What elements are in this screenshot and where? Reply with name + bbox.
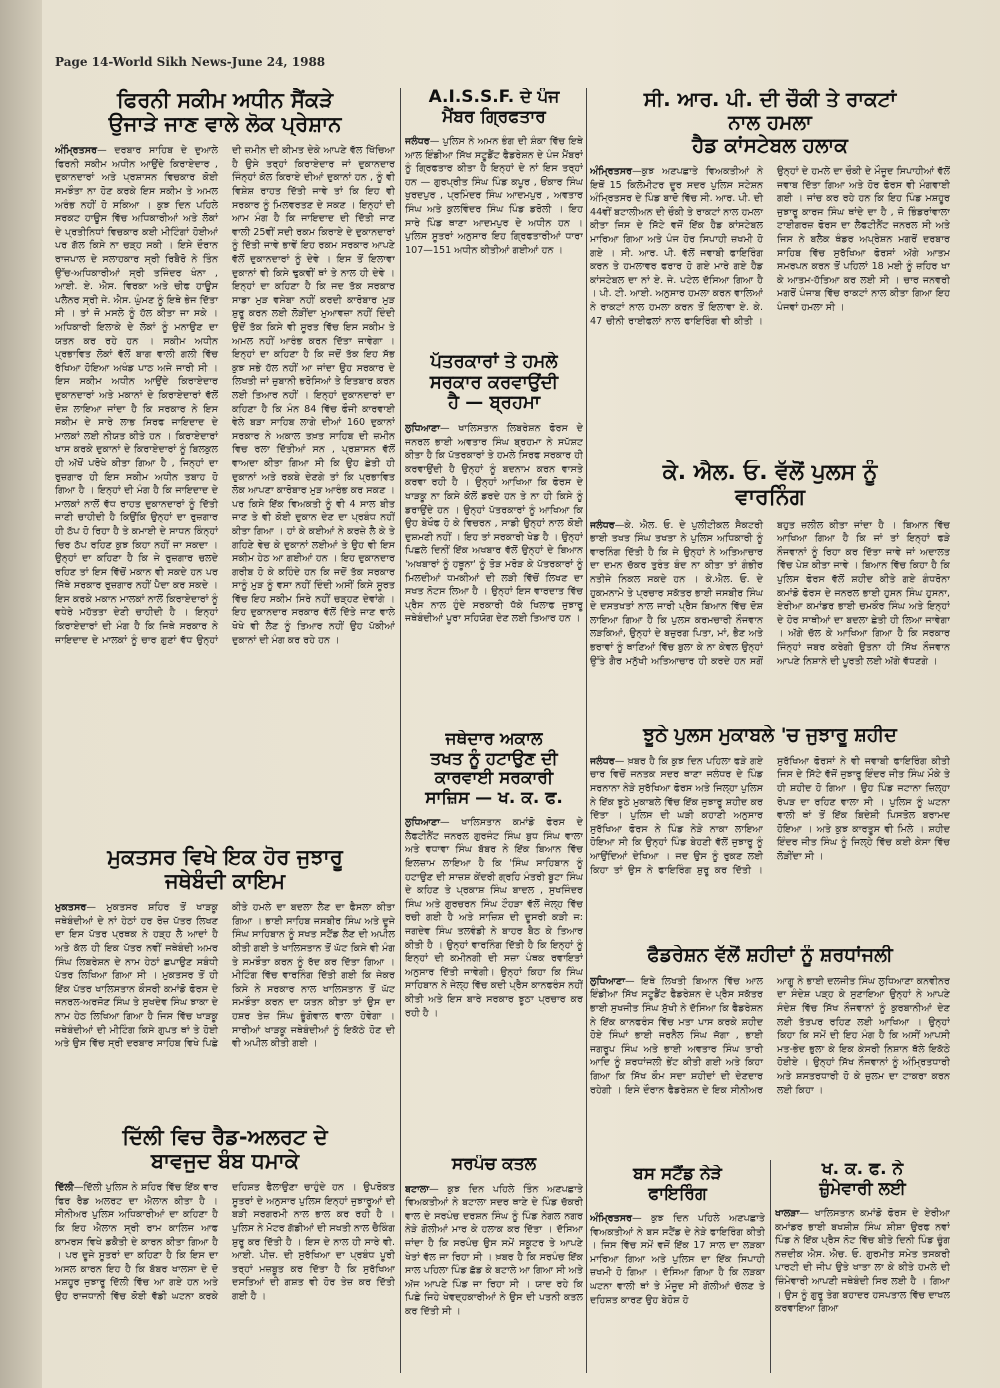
article-shaheed: [590, 725, 950, 935]
article-headline: [590, 1165, 765, 1204]
dateline: ਲੁਧਿਆਣਾ: [405, 423, 441, 435]
article-text: — ਦਰਬਾਰ ਸਾਹਿਬ ਦੇ ਦੁਆਲੇ ਫਿਰਨੀ ਸਕੀਮ ਅਧੀਨ ਆਉਂਦੇ ਕਿਰਾਏਦਾਰ , ਦੁਕਾਨਦਾਰਾਂ ਅਤੇ ਪ੍ਰਸ਼ਾਸਨ ਵਿਚਕਾਰ ਕੋਈ ਸਮਝੌਤਾ ਨਾ ਹੋਣ ਕਰਕੇ ਇਸ ਸਕੀਮ ਤੇ ਅਮਲ ਅਰੰਭ ਨਹੀਂ ਹੋ ਸਕਿਆ । ਕੁਝ ਦਿਨ ਪਹਿਲੇ ਸਰਕਟ ਹਾਊਸ ਵਿੱਚ ਅਧਿਕਾਰੀਆਂ ਅਤੇ ਲੋਕਾਂ ਦੇ ਪ੍ਰਤੀਨਿਧਾਂ ਵਿਚਕਾਰ ਕਈ ਮੀਟਿੰਗਾਂ ਹੋਈਆਂ ਪਰ ਗੱਲ ਕਿਸੇ ਨਾ ਚੜ੍ਹ ਸਕੀ । ਇਸੇ ਦੌਰਾਨ ਰਾਜਪਾਲ ਦੇ ਸਲਾਹਕਾਰ ਸ੍ਰੀ ਰਿਬੈਰੋ ਨੇ ਤਿੰਨ ਉੱਚ-ਅਧਿਕਾਰੀਆਂ ਸ੍ਰੀ ਤਜਿੰਦਰ ਖੰਨਾ , ਆਈ. ਏ. ਐਸ. ਵਿਰਕਾ ਅਤੇ ਚੀਫ ਹਾਊਸ ਪਲੈਨਰ ਸ੍ਰੀ ਜੇ. ਐਸ. ਘੁੰਮਣ ਨੂੰ ਇਥੇ ਭੇਜ ਦਿੱਤਾ ਸੀ । ਤਾਂ ਜੋ ਮਸਲੇ ਨੂੰ ਹੱਲ ਕੀਤਾ ਜਾ ਸਕੇ । ਅਧਿਕਾਰੀ ਇਲਾਕੇ ਦੇ ਲੋਕਾਂ ਨੂੰ ਮਨਾਉਣ ਦਾ ਯਤਨ ਕਰ ਰਹੇ ਹਨ । ਸਕੀਮ ਅਧੀਨ ਪ੍ਰਭਾਵਿਤ ਲੋਕਾਂ ਵੱਲੋਂ ਬਾਗ ਵਾਲੀ ਗਲੀ ਵਿੱਚ ਰੱਖਿਆ ਹੋਇਆ ਅਖੰਡ ਪਾਠ ਅਜੇ ਜਾਰੀ ਸੀ । ਇਸ ਸਕੀਮ ਅਧੀਨ ਆਉਂਦੇ ਕਿਰਾਏਦਾਰ ਦੁਕਾਨਦਾਰਾਂ ਅਤੇ ਮਕਾਨਾਂ ਦੇ ਕਿਰਾਏਦਾਰਾਂ ਵੱਲੋਂ ਦੋਸ਼ ਲਾਇਆ ਜਾਂਦਾ ਹੈ ਕਿ ਸਰਕਾਰ ਨੇ ਇਸ ਸਕੀਮ ਦੇ ਸਾਰੇ ਲਾਭ ਸਿਰਫ ਜਾਇਦਾਦ ਦੇ ਮਾਲਕਾਂ ਲਈ ਨੀਯਤ ਕੀਤੇ ਹਨ । ਕਿਰਾਏਦਾਰਾਂ ਖਾਸ ਕਰਕੇ ਦੁਕਾਨਾਂ ਦੇ ਕਿਰਾਏਦਾਰਾਂ ਨੂੰ ਬਿਲਕੁਲ ਹੀ ਅੱਖੋਂ ਪਰੋਖੇ ਕੀਤਾ ਗਿਆ ਹੈ , ਜਿਨ੍ਹਾਂ ਦਾ ਰੁਜ਼ਗਾਰ ਹੀ ਇਸ ਸਕੀਮ ਅਧੀਨ ਤਬਾਹ ਹੋ ਗਿਆ ਹੈ । ਇਨ੍ਹਾਂ ਦੀ ਮੰਗ ਹੈ ਕਿ ਜਾਇਦਾਦ ਦੇ ਮਾਲਕਾਂ ਨਾਲੋਂ ਵੱਧ ਰਾਹਤ ਦੁਕਾਨਦਾਰਾਂ ਨੂੰ ਦਿੱਤੀ ਜਾਣੀ ਚਾਹੀਦੀ ਹੈ ਕਿਉਂਕਿ ਉਨ੍ਹਾਂ ਦਾ ਰੁਜ਼ਗਾਰ ਹੀ ਠੱਪ ਹੋ ਰਿਹਾ ਹੈ ਤੇ ਕਮਾਈ ਦੇ ਸਾਧਨ ਕਿੰਨ੍ਹਾਂ ਚਿਰ ਠੱਪ ਰਹਿਣ ਕੁਝ ਕਿਹਾ ਨਹੀਂ ਜਾ ਸਕਦਾ । ਉਨ੍ਹਾਂ ਦਾ ਕਹਿਣਾ ਹੈ ਕਿ ਜੇ ਰੁਜ਼ਗਾਰ ਚਲਦੇ ਰਹਿਣ ਤਾਂ ਇਸ ਵਿੱਚੋਂ ਮਕਾਨ ਵੀ ਸਕਦੇ ਹਨ ਪਰ ਜਿੱਥੇ ਸਰਕਾਰ ਰੁਜ਼ਗਾਰ ਨਹੀਂ ਪੈਦਾ ਕਰ ਸਕਦੇ । ਇਸ ਕਰਕੇ ਮਕਾਨ ਮਾਲਕਾਂ ਨਾਲੋਂ ਕਿਰਾਏਦਾਰਾਂ ਨੂੰ ਵਧੇਰੇ ਮਹੱਤਤਾ ਦੇਣੀ ਚਾਹੀਦੀ ਹੈ । ਇਨ੍ਹਾਂ ਕਿਰਾਏਦਾਰਾਂ ਦੀ ਮੰਗ ਹੈ ਕਿ ਜਿਥੇ ਸਰਕਾਰ ਨੇ ਜਾਇਦਾਦ ਦੇ ਮਾਲਕਾਂ ਨੂੰ ਚਾਰ ਗੁਣਾਂ ਵੱਧ ਉਨ੍ਹਾਂ ਦੀ ਜ਼ਮੀਨ ਦੀ ਕੀਮਤ ਦੇਕੇ ਆਪਣੇ ਵੱਲ ਖਿੱਚਿਆ ਹੈ ਉਸੇ ਤਰ੍ਹਾਂ ਕਿਰਾਏਦਾਰ ਜਾਂ ਦੁਕਾਨਦਾਰ ਜਿੰਨ੍ਹਾਂ ਕੋਲ ਕਿਰਾਏ ਦੀਆਂ ਦੁਕਾਨਾਂ ਹਨ , ਨੂੰ ਵੀ ਵਿਸ਼ੇਸ਼ ਰਾਹਤ ਦਿੱਤੀ ਜਾਵੇ ਤਾਂ ਕਿ ਇਹ ਵੀ ਸਰਕਾਰ ਨੂੰ ਮਿਲਵਰਤਣ ਦੇ ਸਕਣ । ਇਨ੍ਹਾਂ ਦੀ ਆਮ ਮੰਗ ਹੈ ਕਿ ਜਾਇਦਾਦ ਦੀ ਦਿੱਤੀ ਜਾਣ ਵਾਲੀ 25ਵੀਂ ਸਦੀ ਰਕਮ ਕਿਰਾਏ ਦੇ ਦੁਕਾਨਦਾਰਾਂ ਨੂੰ ਦਿੱਤੀ ਜਾਵੇ ਭਾਵੇਂ ਇਹ ਰਕਮ ਸਰਕਾਰ ਆਪਣੇ ਵੱਲੋਂ ਦੁਕਾਨਦਾਰਾਂ ਨੂੰ ਦੇਵੇ । ਇਸ ਤੋਂ ਇਲਾਵਾ ਦੁਕਾਨਾਂ ਵੀ ਕਿਸੇ ਢੁਕਵੀਂ ਥਾਂ ਤੇ ਨਾਲ ਹੀ ਦੇਵੇ । ਇਨ੍ਹਾਂ ਦਾ ਕਹਿਣਾ ਹੈ ਕਿ ਜਦ ਤੱਕ ਸਰਕਾਰ ਸਾਡਾ ਮੁੜ ਵਸੇਬਾ ਨਹੀਂ ਕਰਦੀ ਕਾਰੋਬਾਰ ਮੁੜ ਸ਼ੁਰੂ ਕਰਨ ਲਈ ਲੋੜੀਂਦਾ ਮੁਆਵਜ਼ਾ ਨਹੀਂ ਦਿੰਦੀ ਉਦੋਂ ਤੱਕ ਕਿਸੇ ਵੀ ਸੂਰਤ ਵਿੱਚ ਇਸ ਸਕੀਮ ਤੇ ਅਮਲ ਨਹੀਂ ਆਰੰਭ ਕਰਨ ਦਿੱਤਾ ਜਾਵੇਗਾ । ਇਨ੍ਹਾਂ ਦਾ ਕਹਿਣਾ ਹੈ ਕਿ ਜਦੋਂ ਤੱਕ ਇਹ ਸੱਭ ਕੁਝ ਸਭੇ ਹੱਲ ਨਹੀਂ ਆ ਜਾਂਦਾ ਉਹ ਸਰਕਾਰ ਦੇ ਲਿਖਤੀ ਜਾਂ ਜ਼ੁਬਾਨੀ ਭਰੋਸਿਆਂ ਤੇ ਇਤਬਾਰ ਕਰਨ ਲਈ ਤਿਆਰ ਨਹੀਂ । ਇਨ੍ਹਾਂ ਦੁਕਾਨਦਾਰਾਂ ਦਾ ਕਹਿਣਾ ਹੈ ਕਿ ਮੰਨ 84 ਵਿੱਚ ਫੌਜੀ ਕਾਰਵਾਈ ਵੇਲੇ ਬੜਾ ਸਾਹਿਬ ਲਾਗੇ ਦੀਆਂ 160 ਦੁਕਾਨਾਂ ਸਰਕਾਰ ਨੇ ਅਕਾਲ ਤਖ਼ਤ ਸਾਹਿਬ ਦੀ ਜ਼ਮੀਨ ਵਿਚ ਰਲਾ ਦਿੱਤੀਆਂ ਸਨ , ਪ੍ਰਸ਼ਾਸਨ ਵੱਲੋਂ ਵਾਅਦਾ ਕੀਤਾ ਗਿਆ ਸੀ ਕਿ ਉਹ ਛੇਤੀ ਹੀ ਦੁਕਾਨਾਂ ਅਤੇ ਰਕਬੇ ਦੇਣਗੇ ਤਾਂ ਕਿ ਪ੍ਰਭਾਵਿਤ ਲੋਕ ਆਪਣਾ ਕਾਰੋਬਾਰ ਮੁੜ ਆਰੰਭ ਕਰ ਸਕਣ । ਪਰ ਕਿਸੇ ਇੱਕ ਵਿਅਕਤੀ ਨੂੰ ਵੀ 4 ਸਾਲ ਬੀਤ ਜਾਣ ਤੇ ਵੀ ਕੋਈ ਦੁਕਾਨ ਦੇਣ ਦਾ ਪ੍ਰਬੰਧ ਨਹੀਂ ਕੀਤਾ ਗਿਆ । ਹਾਂ ਕੇ ਕਈਆਂ ਨੇ ਕਰਜ਼ੇ ਲੈ ਕੇ ਤੇ ਗਹਿਣੇ ਵੇਚ ਕੇ ਦੁਕਾਨਾਂ ਲਈਆਂ ਤੇ ਉਹ ਵੀ ਇਸ ਸਕੀਮ ਹੇਠ ਆ ਗਈਆਂ ਹਨ । ਇਹ ਦੁਕਾਨਦਾਰ ਗਰੀਬ ਹੋ ਕੇ ਕਹਿੰਦੇ ਹਨ ਕਿ ਜਦੋਂ ਤੱਕ ਸਰਕਾਰ ਸਾਨੂੰ ਮੁੜ ਨੂੰ ਵਸਾ ਨਹੀਂ ਦਿੰਦੀ ਅਸੀਂ ਕਿਸੇ ਸੂਰਤ ਵਿੱਚ ਇਹ ਸਕੀਮ ਸਿਰੇ ਨਹੀਂ ਚੜ੍ਹਣ ਦੇਵਾਂਗੇ । ਇਹ ਦੁਕਾਨਦਾਰ ਸਰਕਾਰ ਵੱਲੋਂ ਦਿੱਤੇ ਜਾਣ ਵਾਲੇ ਖੋਖੇ ਵੀ ਲੈਣ ਨੂੰ ਤਿਆਰ ਨਹੀਂ ਉਹ ਪੱਕੀਆਂ ਦੁਕਾਨਾਂ ਦੀ ਮੰਗ ਕਰ ਰਹੇ ਹਨ ।: [55, 145, 395, 646]
dateline: ਜਲੰਧਰ: [590, 755, 615, 767]
article-body: [590, 975, 950, 1145]
headline-line: ਬਸ ਸਟੈਂਡ ਨੇੜੇ: [633, 1165, 722, 1184]
article-federation: [590, 945, 950, 1155]
article-body: [590, 755, 950, 925]
headline-line: ਹੈਡ ਕਾਂਸਟੇਬਲ ਹਲਾਕ: [692, 133, 848, 157]
article-headline: [55, 1125, 395, 1173]
column-rule: [586, 88, 587, 1373]
dateline: ਜਲੰਧਰ: [405, 136, 430, 148]
dateline: ਅੰਮ੍ਰਿਤਸਰ: [590, 1213, 633, 1225]
headline-line: ਮੈਂਬਰ ਗ੍ਰਿਫਤਾਰ: [442, 106, 546, 127]
article-aissf: [405, 88, 583, 343]
article-bus-stand: [590, 1165, 765, 1375]
dateline: ਜਲੰਧਰ: [590, 519, 615, 531]
headline-line: ਸਾਜ਼ਿਸ — ਖ. ਕ. ਫ.: [425, 787, 563, 808]
dateline: ਬਟਾਲਾ: [405, 1183, 430, 1195]
dateline: ਮੁਕਤਸਰ: [55, 902, 87, 914]
article-body: [55, 901, 395, 1101]
article-body: [405, 135, 583, 325]
column-rule: [400, 88, 401, 1373]
headline-line: ਹੈ — ਬ੍ਰਹਮਾ: [447, 392, 541, 414]
article-text: — ਕੁਝ ਦਿਨ ਪਹਿਲੇ ਤਿੰਨ ਅਣਪਛਾਤੇ ਵਿਅਕਤੀਆਂ ਨੇ ਬਟਾਲਾ ਸਦਰ ਥਾਣੇ ਦੇ ਪਿੰਡ ਚੱਕਰੀ ਵਾਲ ਦੇ ਸਰਪੰਚ ਦਰਸ਼ਨ ਸਿੰਘ ਨੂੰ ਪਿੰਡ ਨੇਗਲ ਨਗਰ ਨੇੜੇ ਗੋਲੀਆਂ ਮਾਰ ਕੇ ਹਲਾਕ ਕਰ ਦਿੱਤਾ । ਦੱਸਿਆ ਜਾਂਦਾ ਹੈ ਕਿ ਸਰਪੰਚ ਉਸ ਸਮੇਂ ਸਕੂਟਰ ਤੇ ਆਪਣੇ ਖੇਤਾਂ ਵੱਲ ਜਾ ਰਿਹਾ ਸੀ । ਖ਼ਬਰ ਹੈ ਕਿ ਸਰਪੰਚ ਇੱਕ ਸਾਲ ਪਹਿਲਾ ਪਿੰਡ ਛੱਡ ਕੇ ਬਟਾਲੇ ਆ ਗਿਆ ਸੀ ਅਤੇ ਅੱਜ ਆਪਣੇ ਪਿੰਡ ਜਾ ਰਿਹਾ ਸੀ । ਯਾਦ ਰਹੇ ਕਿ ਪਿਛੇ ਜਿਹੇ ਖੇਵਦ੍ਹਕਾਰੀਆਂ ਨੇ ਉਸ ਦੀ ਪਤਨੀ ਕਤਲ ਕਰ ਦਿੱਤੀ ਸੀ ।: [405, 1183, 583, 1317]
article-headline: [590, 725, 950, 747]
article-text: — ਖਾਲਿਸਤਾਨ ਕਮਾਂਡੋ ਫੋਰਸ ਦੇ ਏਰੀਆ ਕਮਾਂਡਰ ਭਾਈ ਬਖਸ਼ੀਸ਼ ਸਿੰਘ ਸ਼ੀਸ਼ਾ ਉਰਫ ਨਵਾਂ ਪਿੰਡ ਨੇ ਇੱਕ ਪ੍ਰੈਸ ਨੋਟ ਵਿੱਚ ਬੀਤੇ ਦਿਨੀ ਪਿੰਡ ਚੂੰਗ ਨਜ਼ਦੀਕ ਐਸ. ਐਚ. ਓ. ਗੁਰਮੀਤ ਸਮੇਤ ਤਸਕਰੀ ਪਾਰਟੀ ਦੀ ਜੀਪ ਉਤੇ ਖਾਤਾ ਲਾ ਕੇ ਕੀਤੇ ਹਮਲੇ ਦੀ ਜ਼ਿੰਮੇਵਾਰੀ ਆਪਣੀ ਜਥੇਬੰਦੀ ਸਿਰ ਲਈ ਹੈ । ਗਿਆ । ਉਸ ਨੂੰ ਗੁਰੂ ਤੇਗ ਬਹਾਦਰ ਹਸਪਤਾਲ ਵਿੱਚ ਦਾਖਲ ਕਰਵਾਇਆ ਗਿਆ: [775, 1208, 950, 1315]
headline-line: ਫਾਇਰਿੰਗ: [648, 1183, 707, 1204]
article-crpf: [590, 88, 950, 453]
article-body: [55, 1181, 395, 1361]
article-body: [405, 422, 583, 697]
article-headline: [590, 945, 950, 967]
headline-line: ਕਾਰਵਾਈ ਸਰਕਾਰੀ: [434, 768, 554, 789]
headline-line: ਬਾਵਜੂਦ ਬੰਬ ਧਮਾਕੇ: [150, 1149, 300, 1174]
article-dilli: [55, 1125, 395, 1375]
headline-line: ਝੂਠੇ ਪੁਲਸ ਮੁਕਾਬਲੇ 'ਚ ਜੁਝਾਰੂ ਸ਼ਹੀਦ: [643, 725, 897, 746]
dateline: ਲੁਧਿਆਣਾ: [590, 975, 626, 987]
article-klo: [590, 460, 950, 715]
headline-line: A.I.S.S.F. ਦੇ ਪੰਜ: [428, 88, 560, 107]
headline-line: ਜ਼ੁੰਮੇਵਾਰੀ ਲਈ: [819, 1178, 906, 1199]
headline-line: ਪੱਤਰਕਾਰਾਂ ਤੇ ਹਮਲੇ: [430, 352, 558, 372]
article-body: [55, 144, 395, 824]
article-kcf: [775, 1160, 950, 1375]
article-body: [590, 1212, 765, 1362]
headline-line: ਨਾਲ ਹਮਲਾ: [728, 110, 812, 134]
headline-line: ਜਥੇਦਾਰ ਅਕਾਲ: [445, 730, 543, 749]
article-text: —ਦਿੱਲੀ ਪੁਲਿਸ ਨੇ ਸ਼ਹਿਰ ਵਿੱਚ ਇੱਕ ਵਾਰ ਫਿਰ ਰੈਡ ਅਲਰਟ ਦਾ ਐਲਾਨ ਕੀਤਾ ਹੈ । ਸੀਨੀਅਰ ਪੁਲਿਸ ਅਧਿਕਾਰੀਆਂ ਦਾ ਕਹਿਣਾ ਹੈ ਕਿ ਇਹ ਐਲਾਨ ਸ੍ਰੀ ਰਾਮ ਕਾਲਿਜ ਆਫ ਕਾਮਰਸ ਵਿਖੇ ਡਕੈਤੀ ਦੇ ਕਾਰਨ ਕੀਤਾ ਗਿਆ ਹੈ । ਪਰ ਦੂਜੇ ਸੂਤਰਾਂ ਦਾ ਕਹਿਣਾ ਹੈ ਕਿ ਇਸ ਦਾ ਅਸਲ ਕਾਰਨ ਇਹ ਹੈ ਕਿ ਬੱਬਰ ਖਾਲਸਾ ਦੇ ਦੋ ਮਸ਼ਹੂਰ ਜੁਝਾਰੂ ਦਿੱਲੀ ਵਿੱਚ ਆ ਗਏ ਹਨ ਅਤੇ ਉਹ ਰਾਜਧਾਨੀ ਵਿੱਚ ਕੋਈ ਵੱਡੀ ਘਟਨਾ ਕਰਕੇ ਦਹਿਸ਼ਤ ਫੈਲਾਉਣਾ ਚਾਹੁੰਦੇ ਹਨ । ਉਪਰੋਕਤ ਸੂਤਰਾਂ ਦੇ ਅਨੁਸਾਰ ਪੁਲਿਸ ਇਨ੍ਹਾਂ ਜੁਝਾਰੂਆਂ ਦੀ ਬੜੀ ਸਰਗਰਮੀ ਨਾਲ ਭਾਲ ਕਰ ਰਹੀ ਹੈ । ਪੁਲਿਸ ਨੇ ਮੋਟਰ ਗੱਡੀਆਂ ਦੀ ਸਖਤੀ ਨਾਲ ਚੈਕਿੰਗ ਸ਼ੁਰੂ ਕਰ ਦਿੱਤੀ ਹੈ । ਇਸ ਦੇ ਨਾਲ ਹੀ ਸਾਰੇ ਵੀ. ਆਈ. ਪੀਜ਼. ਦੀ ਸੁਰੱਖਿਆ ਦਾ ਪ੍ਰਬੰਧ ਪੂਰੀ ਤਰ੍ਹਾਂ ਮਜ਼ਬੂਤ ਕਰ ਦਿੱਤਾ ਹੈ ਕਿ ਸੁਰੱਖਿਆ ਦਸਤਿਆਂ ਦੀ ਗਸ਼ਤ ਵੀ ਹੋਰ ਤੇਜ਼ ਕਰ ਦਿੱਤੀ ਗਈ ਹੈ ।: [55, 1182, 395, 1303]
article-headline: [405, 88, 583, 127]
article-text: — ਖ਼ਬਰ ਹੈ ਕਿ ਕੁਝ ਦਿਨ ਪਹਿਲਾ ਫੜੇ ਗਏ ਚਾਰ ਵਿਚੋਂ ਜਨਤਕ ਸਦਰ ਥਾਣਾ ਜਲੰਧਰ ਦੇ ਪਿੰਡ ਸਰਨਾਨਾ ਨੇੜੇ ਸੁਰੱਖਿਆ ਫੋਰਸ ਅਤੇ ਜਿਲ੍ਹਾ ਪੁਲਿਸ ਨੇ ਇੱਕ ਝੂਠੇ ਮੁਕਾਬਲੇ ਵਿੱਚ ਇੱਕ ਜੁਝਾਰੂ ਸ਼ਹੀਦ ਕਰ ਦਿੱਤਾ । ਪੁਲਿਸ ਦੀ ਘੜੀ ਕਹਾਣੀ ਅਨੁਸਾਰ ਸੁਰੱਖਿਆ ਫੋਰਸ ਨੇ ਪਿੰਡ ਨੇੜੇ ਨਾਕਾ ਲਾਇਆ ਹੋਇਆ ਸੀ ਕਿ ਉਨ੍ਹਾਂ ਪਿੰਡ ਬੇਹਣੀ ਵੱਲੋਂ ਜੁਝਾਰੂ ਨੂੰ ਆਉਂਦਿਆਂ ਦੇਖਿਆ । ਜਦ ਉਸ ਨੂੰ ਰੁਕਣ ਲਈ ਕਿਹਾ ਤਾਂ ਉਸ ਨੇ ਫਾਇਰਿੰਗ ਸ਼ੁਰੂ ਕਰ ਦਿੱਤੀ । ਸੁਰੱਖਿਆ ਫੋਰਸਾਂ ਨੇ ਵੀ ਜਵਾਬੀ ਫਾਇਰਿੰਗ ਕੀਤੀ ਜਿਸ ਦੇ ਸਿੱਟੇ ਵੱਜੋਂ ਜੁਝਾਰੂ ਇੰਦਰ ਜੀਤ ਸਿੰਘ ਮੌਕੇ ਤੇ ਹੀ ਸ਼ਹੀਦ ਹੋ ਗਿਆ । ਉਹ ਪਿੰਡ ਜਟਾਨਾ ਜ਼ਿਲ੍ਹਾ ਰੋਪੜ ਦਾ ਰਹਿਣ ਵਾਲਾ ਸੀ । ਪੁਲਿਸ ਨੂੰ ਘਟਨਾ ਵਾਲੀ ਥਾਂ ਤੋਂ ਇੱਕ ਬਿਦੇਸ਼ੀ ਪਿਸਤੋਲ ਬਰਾਮਦ ਹੋਇਆ । ਅਤੇ ਕੁਝ ਕਾਰਤੂਸ ਵੀ ਮਿਲੇ । ਸ਼ਹੀਦ ਇੰਦਰ ਜੀਤ ਸਿੰਘ ਨੂੰ ਜਿਲ੍ਹੇ ਵਿੱਚ ਕਈ ਕੇਸਾ ਵਿੱਚ ਲੋੜੀਂਦਾ ਸੀ ।: [590, 755, 950, 876]
headline-line: ਵਾਰਨਿੰਗ: [735, 485, 805, 511]
headline-line: ਦਿੱਲੀ ਵਿਚ ਰੈਡ-ਅਲਰਟ ਦੇ: [122, 1125, 328, 1149]
article-headline: [55, 845, 395, 893]
article-muktsar: [55, 845, 395, 1115]
headline-line: ਉਜਾੜੇ ਜਾਣ ਵਾਲੇ ਲੋਕ ਪ੍ਰੇਸ਼ਾਨ: [108, 112, 342, 137]
article-text: —ਕੇ. ਐਲ. ਓ. ਦੇ ਪੁਲੀਟੀਕਲ ਸੈਕਟਰੀ ਭਾਈ ਤਖਤ ਸਿੰਘ ਤਖਤਾ ਨੇ ਪੁਲਿਸ ਅਧਿਕਾਰੀ ਨੂੰ ਵਾਰਨਿੰਗ ਦਿੱਤੀ ਹੈ ਕਿ ਜੇ ਉਨ੍ਹਾਂ ਨੇ ਅਤਿਆਚਾਰ ਦਾ ਦਮਨ ਚੱਕਰ ਤੁਰੰਤ ਬੰਦ ਨਾ ਕੀਤਾ ਤਾਂ ਗੰਭੀਰ ਨਤੀਜੇ ਨਿਕਲ ਸਕਦੇ ਹਨ । ਕੇ.ਐਲ. ਓ. ਦੇ ਹੁਕਮਨਾਮੇ ਤੇ ਪ੍ਰਚਾਰ ਸਕੱਤਰ ਭਾਈ ਜਸਬੀਰ ਸਿੰਘ ਦੇ ਦਸਤਖਤਾਂ ਨਾਲ ਜਾਰੀ ਪ੍ਰੈਸ ਬਿਆਨ ਵਿੱਚ ਦੋਸ਼ ਲਾਇਆ ਗਿਆ ਹੈ ਕਿ ਪੁਲਸ ਕਰਮਚਾਰੀ ਨੌਜਵਾਨ ਲੜਕਿਆਂ, ਉਨ੍ਹਾਂ ਦੇ ਬਜ਼ੁਰਗ ਪਿਤਾ, ਮਾਂ, ਭੈਣ ਅਤੇ ਭਰਾਵਾਂ ਨੂੰ ਥਾਣਿਆਂ ਵਿੱਚ ਬੁਲਾ ਕੇ ਨਾ ਕੇਵਲ ਉਨ੍ਹਾਂ ਉੱਤੇ ਗੈਰ ਮਨੁੱਖੀ ਅਤਿਆਚਾਰ ਹੀ ਕਰਦੇ ਹਨ ਸਗੋਂ ਬਹੁਤ ਜ਼ਲੀਲ ਕੀਤਾ ਜਾਂਦਾ ਹੈ । ਬਿਆਨ ਵਿੱਚ ਆਖਿਆ ਗਿਆ ਹੈ ਕਿ ਜਾਂ ਤਾਂ ਇਨ੍ਹਾਂ ਫੜੇ ਨੌਜਵਾਨਾਂ ਨੂੰ ਰਿਹਾ ਕਰ ਦਿੱਤਾ ਜਾਵੇ ਜਾਂ ਅਦਾਲਤ ਵਿੱਚ ਪੇਸ਼ ਕੀਤਾ ਜਾਵੇ । ਬਿਆਨ ਵਿੱਚ ਕਿਹਾ ਹੈ ਕਿ ਪੁਲਿਸ ਫੋਰਸ ਵੱਲੋਂ ਸ਼ਹੀਦ ਕੀਤੇ ਗਏ ਗੰਧਰੋਨਾ ਕਮਾਂਡੋ ਫੋਰਸ ਦੇ ਜਨਰਲ ਭਾਈ ਹੁਸਨ ਸਿੰਘ ਹੁਸਨਾ, ਏਰੀਆ ਕਮਾਂਡਰ ਭਾਈ ਚਮਕੌਰ ਸਿੰਘ ਅਤੇ ਇਨ੍ਹਾਂ ਦੇ ਹੋਰ ਸਾਥੀਆਂ ਦਾ ਬਦਲਾ ਛੇਤੀ ਹੀ ਲਿਆ ਜਾਵੇਗਾ । ਅੱਗੇ ਚੱਲ ਕੇ ਆਖਿਆ ਗਿਆ ਹੈ ਕਿ ਸਰਕਾਰ ਜਿੰਨ੍ਹਾਂ ਜਬਰ ਕਰੇਗੀ ਉਤਨਾ ਹੀ ਸਿੱਖ ਨੌਜਵਾਨ ਆਪਣੇ ਨਿਸ਼ਾਨੇ ਦੀ ਪੂਰਤੀ ਲਈ ਅੱਗੇ ਵੱਧਣਗੇ ।: [590, 519, 950, 667]
article-headline: [405, 1155, 583, 1175]
page-binding-edge: [0, 0, 42, 1388]
headline-line: ਸਰਪੰਚ ਕਤਲ: [451, 1155, 537, 1174]
article-headline: [405, 352, 583, 414]
article-patarkar: [405, 352, 583, 722]
headline-line: ਸੀ. ਆਰ. ਪੀ. ਦੀ ਚੌਕੀ ਤੇ ਰਾਕਟਾਂ: [643, 88, 897, 111]
headline-line: ਜਥੇਬੰਦੀ ਕਾਇਮ: [164, 869, 286, 894]
article-text: — ਮੁਕਤਸਰ ਸ਼ਹਿਰ ਤੋਂ ਖਾੜਕੂ ਜਥੇਬੰਦੀਆਂ ਦੇ ਨਾਂ ਹੇਠਾਂ ਹਰ ਰੋਜ਼ ਪੱਤਰ ਲਿਖਣ ਦਾ ਇਸ ਪੱਤਰ ਪ੍ਰਥਕ ਨੇ ਹੜ੍ਹ ਲੈ ਆਦਾਂ ਹੈ ਅਤੇ ਕੱਲ ਹੀ ਇਕ ਪੱਤਰ ਨਵੀਂ ਜਥੇਬੰਦੀ ਅਮਰ ਸਿੰਘ ਲਿਬਰੇਸ਼ਨ ਦੇ ਨਾਮ ਹੇਠਾਂ ਛਪਾਉਣ ਸਬੰਧੀ ਪੱਤਰ ਲਿਖਿਆ ਗਿਆ ਸੀ । ਮੁਕਤਸਰ ਤੋਂ ਹੀ ਇੱਕ ਪੱਤਰ ਖਾਲਿਸਤਾਨ ਕੌਸਰੀ ਕਮਾਂਡੋ ਫੋਰਸ ਦੇ ਜਨਰਲ-ਅਰਜੋਣ ਸਿੰਘ ਤੇ ਸੁਖਦੇਵ ਸਿੰਘ ਝਾਕਾ ਦੇ ਨਾਮ ਹੇਠ ਲਿਖਿਆ ਗਿਆ ਹੈ ਜਿਸ ਵਿੱਚ ਖਾੜਕੂ ਜਥੇਬੰਦੀਆਂ ਦੀ ਮੀਟਿੰਗ ਕਿਸੇ ਗੁਪਤ ਥਾਂ ਤੇ ਹੋਈ ਅਤੇ ਉਸ ਵਿੱਚ ਸ੍ਰੀ ਦਰਬਾਰ ਸਾਹਿਬ ਵਿਖੇ ਪਿਛੇ ਕੀਤੇ ਹਮਲੇ ਦਾ ਬਦਲਾ ਲੈਣ ਦਾ ਫੈਸਲਾ ਕੀਤਾ ਗਿਆ । ਭਾਈ ਸਾਹਿਬ ਜਸਬੀਰ ਸਿੰਘ ਅਤੇ ਦੂਜੇ ਸਿੰਘ ਸਾਹਿਬਾਨ ਨੂੰ ਸਖਤ ਸਟੈਂਡ ਲੈਣ ਦੀ ਅਪੀਲ ਕੀਤੀ ਗਈ ਤੇ ਖਾਲਿਸਤਾਨ ਤੋਂ ਘੱਟ ਕਿਸੇ ਵੀ ਮੰਗ ਤੇ ਸਮਝੌਤਾ ਕਰਨ ਨੂੰ ਰੱਦ ਕਰ ਦਿੱਤਾ ਗਿਆ । ਮੀਟਿੰਗ ਵਿੱਚ ਵਾਰਨਿੰਗ ਦਿੱਤੀ ਗਈ ਕਿ ਜੇਕਰ ਕਿਸੇ ਨੇ ਸਰਕਾਰ ਨਾਲ ਖਾਲਿਸਤਾਨ ਤੋਂ ਘੱਟ ਸਮਝੌਤਾ ਕਰਨ ਦਾ ਯਤਨ ਕੀਤਾ ਤਾਂ ਉਸ ਦਾ ਹਸ਼ਰ ਤੇਜ਼ ਸਿੰਘ ਭੂੰਗੋਵਾਲ ਵਾਲਾ ਹੋਵੇਗਾ । ਸਾਰੀਆਂ ਖਾੜਕੂ ਜਥੇਬੰਦੀਆਂ ਨੂੰ ਇਕੱਠੇ ਹੋਣ ਦੀ ਵੀ ਅਪੀਲ ਕੀਤੀ ਗਈ ।: [55, 902, 395, 1050]
article-text: — ਖਾਲਿਸਤਾਨ ਕਮਾਂਡੋ ਫੋਰਸ ਦੇ ਲੈਫਟੀਨੈਂਟ ਜਨਰਲ ਗੁਰਜੰਟ ਸਿੰਘ ਬੁਧ ਸਿੰਘ ਵਾਲਾ ਅਤੇ ਵਧਾਵਾ ਸਿੰਘ ਬੱਬਰ ਨੇ ਇੱਕ ਬਿਆਨ ਵਿੱਚ ਇਲਜ਼ਾਮ ਲਾਇਆ ਹੈ ਕਿ 'ਸਿੰਘ ਸਾਹਿਬਾਨ ਨੂੰ ਹਟਾਉਣ ਦੀ ਸਾਜ਼ਸ਼ ਕੇਂਦਰੀ ਗ੍ਰਹਿ ਮੰਤਰੀ ਬੂਟਾ ਸਿੰਘ ਦੇ ਕਹਿਣ ਤੇ ਪ੍ਰਕਾਸ਼ ਸਿੰਘ ਬਾਦਲ , ਸੁਖਜਿੰਦਰ ਸਿੰਘ ਅਤੇ ਗੁਰਚਰਨ ਸਿੰਘ ਟੌਹੜਾ ਵੱਲੋਂ ਜੇਲ੍ਹ ਵਿੱਚ ਰਚੀ ਗਈ ਹੈ ਅਤੇ ਸਾਜ਼ਿਸ਼ ਦੀ ਦੂਸਰੀ ਕੜੀ ਜ: ਜਗਦੇਵ ਸਿੰਘ ਤਲਵੰਡੀ ਨੇ ਬਾਹਰ ਬੈਠ ਕੇ ਤਿਆਰ ਕੀਤੀ ਹੈ । ਉਨ੍ਹਾਂ ਵਾਰਨਿੰਗ ਦਿੱਤੀ ਹੈ ਕਿ ਇਨ੍ਹਾਂ ਨੂੰ ਇਨ੍ਹਾਂ ਦੀ ਕਮੀਨਗੀ ਦੀ ਸਜ਼ਾ ਪੰਥਕ ਰਵਾਇਤਾਂ ਅਨੁਸਾਰ ਦਿੱਤੀ ਜਾਵੇਗੀ। ਉਨ੍ਹਾਂ ਕਿਹਾ ਕਿ ਸਿੰਘ ਸਾਹਿਬਾਨ ਨੇ ਜੇਲ੍ਹ ਵਿੱਚ ਕਦੀ ਪ੍ਰੈਸ ਕਾਨਫਰੰਸ ਨਹੀਂ ਕੀਤੀ ਅਤੇ ਇਸ ਬਾਰੇ ਸਰਕਾਰ ਝੂਠਾ ਪ੍ਰਚਾਰ ਕਰ ਰਹੀ ਹੈ ।: [405, 817, 583, 1019]
article-headline: [590, 88, 950, 157]
article-body: [590, 519, 950, 709]
article-phirni: [55, 88, 395, 838]
article-headline: [775, 1160, 950, 1199]
article-text: — ਕੁਝ ਦਿਨ ਪਹਿਲੇ ਅਣਪਛਾਤੇ ਵਿਅਕਤੀਆਂ ਨੇ ਬਸ ਸਟੈਂਡ ਦੇ ਨੇੜੇ ਫਾਇਰਿੰਗ ਕੀਤੀ । ਜਿਸ ਵਿੱਚ ਸਮੇਂ ਵਜੋਂ ਇੱਕ 17 ਸਾਲ ਦਾ ਲੜਕਾ ਮਾਰਿਆ ਗਿਆ ਅਤੇ ਪੁਲਿਸ ਦਾ ਇੱਕ ਸਿਪਾਹੀ ਜ਼ਖਮੀ ਹੋ ਗਿਆ । ਦੱਸਿਆ ਗਿਆ ਹੈ ਕਿ ਲੜਕਾ ਘਟਨਾ ਵਾਲੀ ਥਾਂ ਤੇ ਮੌਜੂਦ ਸੀ ਗੋਲੀਆਂ ਚੱਲਣ ਤੇ ਦਹਿਸ਼ਤ ਕਾਰਣ ਉਹ ਬੇਹੋਸ਼ ਹੋ: [590, 1213, 765, 1306]
headline-line: ਕੇ. ਐਲ. ਓ. ਵੱਲੋਂ ਪੁਲਸ ਨੂੰ: [662, 460, 878, 485]
article-text: —ਕੁਝ ਅਣਪਛਾਤੇ ਵਿਅਕਤੀਆਂ ਨੇ ਇਥੋਂ 15 ਕਿਲੋਮੀਟਰ ਦੂਰ ਸਦਰ ਪੁਲਿਸ ਸਟੇਸ਼ਨ ਅੰਮ੍ਰਿਤਸਰ ਦੇ ਪਿੰਡ ਬਾਦੋ ਵਿੱਚ ਸੀ. ਆਰ. ਪੀ. ਦੀ 44ਵੀਂ ਬਟਾਲੀਅਨ ਦੀ ਚੌਕੀ ਤੇ ਰਾਕਟਾਂ ਨਾਲ ਹਮਲਾ ਕੀਤਾ ਜਿਸ ਦੇ ਸਿੱਟੇ ਵਜੋਂ ਇੱਕ ਹੈਡ ਕਾਂਸਟੇਬਲ ਮਾਰਿਆ ਗਿਆ ਅਤੇ ਪੰਜ ਹੋਰ ਸਿਪਾਹੀ ਜ਼ਖਮੀ ਹੋ ਗਏ । ਸੀ. ਆਰ. ਪੀ. ਵੱਲੋਂ ਜਵਾਬੀ ਫਾਇਰਿੰਗ ਕਰਨ ਤੇ ਹਮਲਾਵਰ ਫਰਾਰ ਹੋ ਗਏ ਮਾਰੇ ਗਏ ਹੈਡ ਕਾਂਸਟੇਬਲ ਦਾ ਨਾਂ ਏ. ਜੇ. ਪਟੇਲ ਦੱਸਿਆ ਗਿਆ ਹੈ । ਪੀ. ਟੀ. ਆਈ. ਅਨੁਸਾਰ ਹਮਲਾ ਕਰਨ ਵਾਲਿਆਂ ਨੇ ਰਾਕਟਾਂ ਨਾਲ ਹਮਲਾ ਕਰਨ ਤੋਂ ਇਲਾਵਾ ਏ. ਕੇ. 47 ਚੀਨੀ ਰਾਈਫਲਾਂ ਨਾਲ ਫਾਇਰਿੰਗ ਵੀ ਕੀਤੀ । ਉਨ੍ਹਾਂ ਦੇ ਹਮਲੇ ਦਾ ਚੌਕੀ ਦੇ ਮੌਜੂਦ ਸਿਪਾਹੀਆਂ ਵੱਲੋਂ ਜਵਾਬ ਦਿੱਤਾ ਗਿਆ ਅਤੇ ਹੋਰ ਫੋਰਸ ਵੀ ਮੰਗਵਾਈ ਗਈ । ਜਾਂਚ ਕਰ ਰਹੇ ਹਨ ਕਿ ਇਹ ਪਿੰਡ ਮਸ਼ਹੂਰ ਜੁਝਾਰੂ ਕਾਰਜ ਸਿੰਘ ਥਾਂਦੇ ਦਾ ਹੈ , ਜੋ ਭਿੰਡਰਾਂਵਾਲਾ ਟਾਈਗਰਜ਼ ਫੋਰਸ ਦਾ ਲੈਫਟੀਨੈਂਟ ਜਨਰਲ ਸੀ ਅਤੇ ਜਿਸ ਨੇ ਬਲੈਕ ਥੰਡਰ ਅਪ੍ਰੇਸ਼ਨ ਮਗਰੋਂ ਦਰਬਾਰ ਸਾਹਿਬ ਵਿੱਚ ਸੁਰੱਖਿਆ ਫੋਰਸਾਂ ਅੱਗੇ ਆਤਮ ਸਮਰਪਨ ਕਰਨ ਤੋਂ ਪਹਿਲਾਂ 18 ਮਈ ਨੂੰ ਜ਼ਹਿਰ ਖਾ ਕੇ ਆਤਮ-ਹੱਤਿਆ ਕਰ ਲਈ ਸੀ । ਚਾਰ ਜਨਵਰੀ ਮਗਰੋਂ ਪੰਜਾਬ ਵਿੱਚ ਰਾਕਟਾਂ ਨਾਲ ਕੀਤਾ ਗਿਆ ਇਹ ਪੰਜਵਾਂ ਹਮਲਾ ਸੀ ।: [590, 166, 950, 327]
dateline: ਖਾਲੜਾ: [775, 1208, 800, 1220]
headline-line: ਖ. ਕ. ਫ. ਨੇ: [821, 1160, 904, 1179]
article-body: [775, 1207, 950, 1362]
dateline: ਅੰਮ੍ਰਿਤਸਰ: [590, 166, 633, 177]
article-headline: [590, 460, 950, 511]
dateline: ਦਿੱਲੀ: [55, 1182, 74, 1194]
headline-line: ਤਖਤ ਨੂੰ ਹਟਾਉਣ ਦੀ: [430, 748, 558, 769]
article-headline: [55, 88, 395, 136]
headline-line: ਫੈਡਰੇਸ਼ਨ ਵੱਲੋਂ ਸ਼ਹੀਦਾਂ ਨੂੰ ਸ਼ਰਧਾਂਜਲੀ: [647, 945, 893, 966]
article-body: [405, 816, 583, 1116]
article-sarpanch: [405, 1155, 583, 1375]
article-body: [590, 165, 950, 430]
dateline: ਅੰਮ੍ਰਿਤਸਰ: [55, 145, 98, 157]
headline-line: ਫਿਰਨੀ ਸਕੀਮ ਅਧੀਨ ਸੈਂਕੜੇ: [116, 88, 334, 112]
article-text: — ਇਥੇ ਲਿਖਤੀ ਬਿਆਨ ਵਿੱਚ ਆਲ ਇੰਡੀਆ ਸਿੱਖ ਸਟੂਡੈਂਟ ਫੈਡਰੇਸ਼ਨ ਦੇ ਪ੍ਰੈਸ ਸਕੱਤਰ ਭਾਈ ਸੁਖਜੀਤ ਸਿੰਘ ਸੁੱਖੀ ਨੇ ਦੱਸਿਆ ਕਿ ਫੈਡਰੇਸ਼ਨ ਨੇ ਇੱਕ ਕਾਨਫਰੰਸ ਵਿੱਚ ਮਤਾ ਪਾਸ ਕਰਕੇ ਸ਼ਹੀਦ ਹੋਏ ਸਿੰਘਾਂ ਭਾਈ ਜਰਨੈਲ ਸਿੰਘ ਜੱਗਾ , ਭਾਈ ਜਗਰੂਪ ਸਿੰਘ ਅਤੇ ਭਾਈ ਅਵਤਾਰ ਸਿੰਘ ਤਾਰੀ ਆਦਿ ਨੂੰ ਸ਼ਰਧਾਂਜਲੀ ਭੇਂਟ ਕੀਤੀ ਗਈ ਅਤੇ ਕਿਹਾ ਗਿਆ ਕਿ ਸਿੱਖ ਕੌਮ ਸਦਾ ਸ਼ਹੀਦਾਂ ਦੀ ਦੇਣਦਾਰ ਰਹੇਗੀ । ਇਸੇ ਦੌਰਾਨ ਫੈਡਰੇਸ਼ਨ ਦੇ ਇਕ ਸੀਨੀਅਰ ਆਗੂ ਨੇ ਭਾਈ ਦਲਜੀਤ ਸਿੰਘ ਲੁਧਿਆਣਾ ਕਨਵੀਨਰ ਦਾ ਸੰਦੇਸ਼ ਪੜ੍ਹ ਕੇ ਸੁਣਾਇਆ ਉਨ੍ਹਾਂ ਨੇ ਆਪਣੇ ਸੰਦੇਸ਼ ਵਿੱਚ ਸਿੱਖ ਨੌਜਵਾਨਾਂ ਨੂੰ ਕੁਰਬਾਨੀਆਂ ਦੇਣ ਲਈ ਤੱਤਪਰ ਰਹਿਣ ਲਈ ਆਖਿਆ । ਉਨ੍ਹਾਂ ਕਿਹਾ ਕਿ ਸਮੇਂ ਦੀ ਇਹ ਮੰਗ ਹੈ ਕਿ ਅਸੀਂ ਆਪਸੀ ਮਤ-ਭੇਦ ਭੁਲਾ ਕੇ ਇਕ ਕੇਸਰੀ ਨਿਸ਼ਾਨ ਥੱਲੇ ਇਕੱਠੇ ਹੋਈਏ । ਉਨ੍ਹਾਂ ਸਿੱਖ ਨੌਜਵਾਨਾਂ ਨੂੰ ਅੰਮ੍ਰਿਤਧਾਰੀ ਅਤੇ ਸ਼ਸਤਰਧਾਰੀ ਹੋ ਕੇ ਜ਼ੁਲਮ ਦਾ ਟਾਕਰਾ ਕਰਨ ਲਈ ਕਿਹਾ ।: [590, 975, 950, 1096]
article-jathedar: [405, 730, 583, 1150]
headline-line: ਮੁਕਤਸਰ ਵਿਖੇ ਇਕ ਹੋਰ ਜੁਝਾਰੂ: [107, 845, 343, 869]
headline-line: ਸਰਕਾਰ ਕਰਵਾਉਂਦੀ: [429, 371, 559, 393]
article-text: — ਪੁਲਿਸ ਨੇ ਅਮਨ ਭੰਗ ਦੀ ਸ਼ੰਕਾ ਵਿੱਚ ਇਥੇ ਆਲ ਇੰਡੀਆ ਸਿੱਖ ਸਟੂਡੈਂਟ ਫੈਡਰੇਸ਼ਨ ਦੇ ਪੰਜ ਮੈਂਬਰਾਂ ਨੂੰ ਗ੍ਰਿਫਤਾਰ ਕੀਤਾ ਹੈ ਇਨ੍ਹਾਂ ਦੇ ਨਾਂ ਇਸ ਤਰ੍ਹਾਂ ਹਨ — ਗੁਰਪ੍ਰੀਤ ਸਿੰਘ ਪਿੰਡ ਕਪੂਰ , ਓਂਕਾਰ ਸਿੰਘ ਖੁਰਦਪੁਰ , ਪ੍ਰਮਿੰਦਰ ਸਿੰਘ ਆਦਮਪੁਰ , ਅਵਤਾਰ ਸਿੰਘ ਅਤੇ ਕੁਲਵਿੰਦਰ ਸਿੰਘ ਪਿੰਡ ਡਰੋਲੀ । ਇਹ ਸਾਰੇ ਪਿੰਡ ਥਾਣਾ ਆਦਮਪੁਰ ਦੇ ਅਧੀਨ ਹਨ । ਪੁਲਿਸ ਸੂਤਰਾਂ ਅਨੁਸਾਰ ਇਹ ਗ੍ਰਿਫਤਾਰੀਆਂ ਧਾਰਾ 107—151 ਅਧੀਨ ਕੀਤੀਆਂ ਗਈਆਂ ਹਨ ।: [405, 136, 583, 256]
article-text: — ਖਾਲਿਸਤਾਨ ਲਿਬਰੇਸ਼ਨ ਫੋਰਸ ਦੇ ਜਨਰਲ ਭਾਈ ਅਵਤਾਰ ਸਿੰਘ ਬ੍ਰਹਮਾ ਨੇ ਸਪੱਸ਼ਟ ਕੀਤਾ ਹੈ ਕਿ ਪੱਤਰਕਾਰਾਂ ਤੇ ਹਮਲੇ ਸਿਰਫ ਸਰਕਾਰ ਹੀ ਕਰਵਾਉਂਦੀ ਹੈ ਉਨ੍ਹਾਂ ਨੂੰ ਬਦਨਾਮ ਕਰਨ ਵਾਸਤੇ ਕਰਵਾ ਰਹੀ ਹੈ । ਉਨ੍ਹਾਂ ਆਖਿਆ ਕਿ ਫੋਰਸ ਦੇ ਖਾੜਕੂ ਨਾ ਕਿਸੇ ਕੋਲੋਂ ਡਰਦੇ ਹਨ ਤੇ ਨਾ ਹੀ ਕਿਸੇ ਨੂੰ ਡਰਾਉਂਦੇ ਹਨ । ਉਨ੍ਹਾਂ ਪੱਤਰਕਾਰਾਂ ਨੂੰ ਆਖਿਆ ਕਿ ਉਹ ਬੇਖੌਫ ਹੋ ਕੇ ਵਿਚਰਨ , ਸਾਡੀ ਉਨ੍ਹਾਂ ਨਾਲ ਕੋਈ ਦੁਸ਼ਮਣੀ ਨਹੀਂ । ਇਹ ਤਾਂ ਸਰਕਾਰੀ ਖੇਡ ਹੈ । ਉਨ੍ਹਾਂ ਪਿਛਲੇ ਦਿਨੀਂ ਇੱਕ ਅਖਬਾਰ ਵੱਲੋਂ ਉਨ੍ਹਾਂ ਦੇ ਬਿਆਨ 'ਅਖਬਾਰਾਂ ਨੂੰ ਹਥੂਨਾ' ਨੂੰ ਤੋੜ ਮਰੋੜ ਕੇ ਪੱਤਰਕਾਰਾਂ ਨੂੰ ਮਿਲਦੀਆਂ ਧਮਕੀਆਂ ਦੀ ਲੜੀ ਵਿੱਚੋਂ ਲਿਖਣ ਦਾ ਸਖਤ ਨੋਟਸ ਲਿਆ ਹੈ । ਉਨ੍ਹਾਂ ਇਸ ਵਾਰਦਾਤ ਵਿੱਚ ਪ੍ਰੈਸ ਨਾਲ ਹੁੰਦੇ ਸਰਕਾਰੀ ਧੱਕੇ ਖਿਲਾਫ ਜੁਝਾਰੂ ਜਥੇਬੰਦੀਆਂ ਪੂਰਾ ਸਹਿਯੋਗ ਦੇਣ ਲਈ ਤਿਆਰ ਹਨ ।: [405, 423, 583, 625]
page-folio: Page 14-World Sikh News-June 24, 1988: [55, 55, 326, 69]
article-headline: [405, 730, 583, 808]
article-body: [405, 1183, 583, 1373]
column-rule: [770, 1160, 771, 1373]
dateline: ਲੁਧਿਆਣਾ: [405, 817, 441, 829]
